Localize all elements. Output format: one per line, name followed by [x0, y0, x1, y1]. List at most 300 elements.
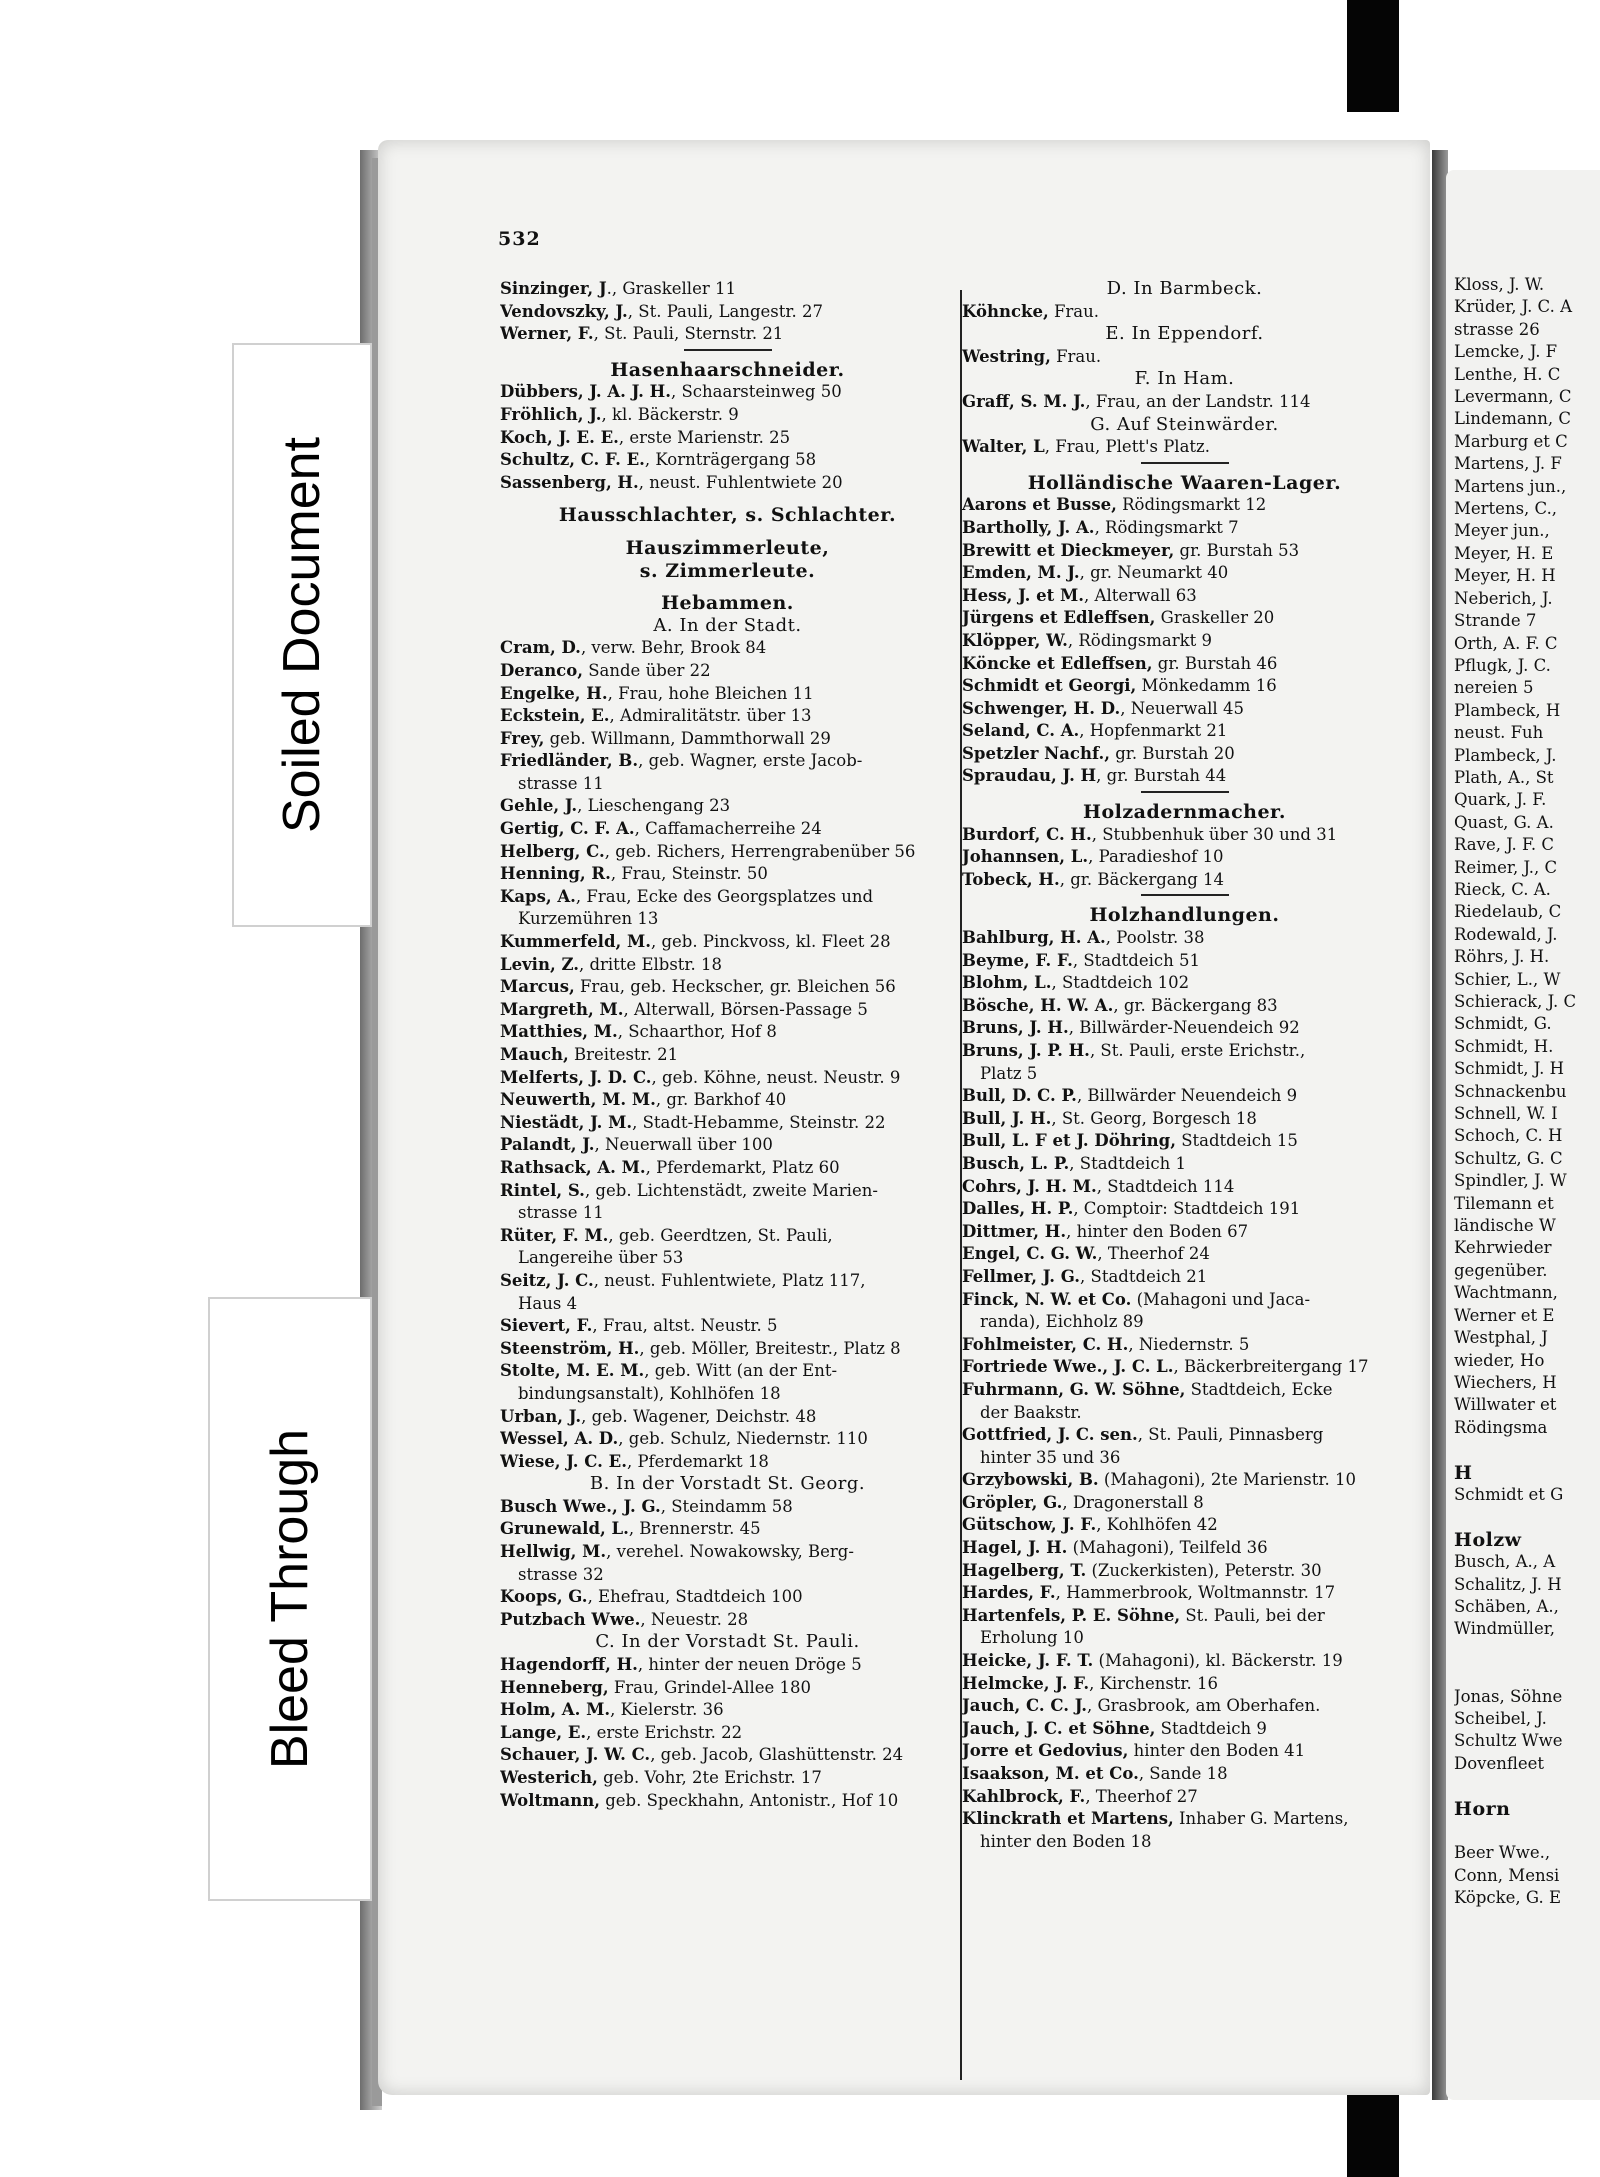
- next-page-line: wieder, Ho: [1454, 1350, 1545, 1370]
- entry-name: Levin, Z.: [500, 954, 579, 974]
- directory-entry: [500, 1021, 955, 1044]
- directory-entry: [962, 653, 1407, 676]
- entry-address: , Frau, altst. Neustr. 5: [592, 1316, 778, 1336]
- directory-entry: [500, 1360, 955, 1383]
- entry-name: Busch, L. P.: [962, 1153, 1070, 1173]
- next-page-line: Strande 7: [1454, 611, 1537, 631]
- entry-address: , Stadtdeich 51: [1072, 950, 1200, 970]
- entry-name: Hagendorff, H.: [500, 1655, 638, 1675]
- section-heading: Holzhandlungen.: [1089, 904, 1280, 927]
- entry-address: , Frau, Steinstr. 50: [610, 864, 768, 884]
- entry-name: Graff, S. M. J.: [962, 391, 1086, 411]
- section-heading: Holzadernmacher.: [1083, 801, 1286, 824]
- entry-address: , Paradieshof 10: [1088, 847, 1224, 867]
- entry-name: Lange, E.: [500, 1722, 587, 1742]
- entry-name: Steenström, H.: [500, 1338, 640, 1358]
- directory-entry: [962, 1695, 1407, 1718]
- bleed-through-label: Bleed Through: [208, 1297, 372, 1901]
- directory-entry: [500, 954, 955, 977]
- directory-entry: [500, 1586, 955, 1609]
- directory-entry: [500, 683, 955, 706]
- directory-entry: [962, 1786, 1407, 1809]
- directory-entry: [500, 278, 955, 301]
- next-page-line: Mertens, C.,: [1454, 499, 1558, 519]
- directory-entry: [962, 1514, 1407, 1537]
- directory-entry: [500, 1134, 955, 1157]
- next-page-line: Meyer jun.,: [1454, 521, 1550, 541]
- directory-entry: [962, 824, 1407, 847]
- next-page-line: Westphal, J: [1454, 1328, 1548, 1348]
- directory-entry: [500, 863, 955, 886]
- entry-address: , Stadtdeich 102: [1051, 973, 1190, 993]
- directory-entry: [962, 1605, 1407, 1628]
- entry-name: Fohlmeister, C. H.: [962, 1334, 1129, 1354]
- entry-name: Spetzler Nachf.,: [962, 743, 1110, 763]
- next-page-line: Plambeck, H: [1454, 700, 1561, 720]
- next-page-line: Schnackenbu: [1454, 1081, 1567, 1101]
- directory-entry: [500, 1044, 955, 1067]
- entry-address: , Schaarsteinweg 50: [671, 382, 842, 402]
- entry-address: , Theerhof 27: [1085, 1786, 1198, 1806]
- subsection-heading: E. In Eppendorf.: [1105, 323, 1264, 345]
- entry-address: , geb. Jacob, Glashüttenstr. 24: [650, 1745, 904, 1765]
- entry-address: (Mahagoni), kl. Bäckerstr. 19: [1093, 1651, 1343, 1671]
- entry-address: , Hopfenmarkt 21: [1079, 721, 1228, 741]
- entry-address: , St. Pauli, erste Erichstr.,: [1089, 1041, 1306, 1060]
- entry-address: , Rödingsmarkt 9: [1067, 630, 1212, 650]
- directory-entry: [962, 1537, 1407, 1560]
- directory-entry: [962, 846, 1407, 869]
- entry-address: gr. Burstah 53: [1174, 540, 1300, 560]
- entry-address: , gr. Neumarkt 40: [1079, 563, 1229, 583]
- directory-entry: [962, 1198, 1407, 1221]
- directory-entry: [962, 675, 1407, 698]
- entry-name: Kahlbrock, F.: [962, 1786, 1086, 1806]
- entry-address: ., Graskeller 11: [606, 279, 736, 298]
- entry-name: Engelke, H.: [500, 683, 608, 703]
- entry-address: , Bäckerbreitergang 17: [1173, 1357, 1369, 1377]
- directory-entry: [962, 927, 1407, 950]
- soiled-document-label: Soiled Document: [232, 343, 372, 927]
- entry-address: , verehel. Nowakowsky, Berg-: [606, 1542, 854, 1562]
- directory-entry: [962, 585, 1407, 608]
- entry-name: Fuhrmann, G. W. Söhne,: [962, 1379, 1186, 1399]
- entry-address: Graskeller 20: [1155, 608, 1275, 628]
- directory-entry: [500, 795, 955, 818]
- entry-name: Mauch,: [500, 1045, 569, 1064]
- entry-address: , geb. Richers, Herrengrabenüber 56: [604, 841, 916, 861]
- entry-name: Busch Wwe., J. G.: [500, 1496, 661, 1516]
- next-page-line: [1454, 1641, 1600, 1663]
- next-page-line: Dovenfleet: [1454, 1753, 1545, 1773]
- entry-name: Klöpper, W.: [962, 630, 1068, 650]
- entry-name: Jürgens et Edleffsen,: [962, 608, 1156, 628]
- next-page-line: [1454, 1439, 1600, 1461]
- next-page-line: Rieck, C. A.: [1454, 879, 1551, 899]
- next-page-line: Köpcke, G. E: [1454, 1888, 1562, 1908]
- entry-name: Stolte, M. E. M.: [500, 1361, 645, 1381]
- entry-address: , dritte Elbstr. 18: [578, 954, 722, 974]
- next-page-line: Schäben, A.,: [1454, 1596, 1559, 1616]
- section-rule: [1141, 462, 1229, 464]
- entry-name: Henneberg,: [500, 1677, 609, 1697]
- next-page-line: neust. Fuh: [1454, 723, 1544, 743]
- entry-name: Dittmer, H.: [962, 1221, 1067, 1241]
- entry-name: Frey,: [500, 728, 545, 748]
- directory-entry: [500, 976, 955, 999]
- next-page-line: Kehrwieder: [1454, 1238, 1552, 1258]
- entry-address: , Schaarthor, Hof 8: [617, 1022, 777, 1042]
- entry-address: , Neuerwall über 100: [594, 1135, 773, 1155]
- next-page-line: Busch, A., A: [1454, 1552, 1556, 1572]
- entry-address: , Alterwall 63: [1084, 585, 1197, 605]
- entry-address: , Lieschengang 23: [577, 796, 731, 816]
- entry-name: Marcus,: [500, 977, 575, 997]
- entry-name: Niestädt, J. M.: [500, 1112, 633, 1132]
- entry-address: , Stubbenhuk über 30 und 31: [1091, 824, 1338, 844]
- entry-name: Helmcke, J. F.: [962, 1673, 1090, 1693]
- directory-entry: [962, 972, 1407, 995]
- section-rule: [684, 349, 772, 351]
- directory-entry: [500, 637, 955, 660]
- directory-entry: [500, 1338, 955, 1361]
- entry-name: Gütschow, J. F.: [962, 1515, 1097, 1535]
- entry-name: Sinzinger, J: [500, 279, 607, 298]
- entry-address: , Dragonerstall 8: [1062, 1492, 1204, 1512]
- entry-address: , Frau, hohe Bleichen 11: [607, 683, 814, 703]
- entry-continuation: Haus 4: [518, 1293, 578, 1313]
- directory-entry: [500, 1067, 955, 1090]
- directory-entry: [962, 562, 1407, 585]
- entry-address: , Comptoir: Stadtdeich 191: [1073, 1199, 1301, 1219]
- next-page-line: Meyer, H. E: [1454, 543, 1554, 563]
- next-page-line: gegenüber.: [1454, 1260, 1548, 1280]
- entry-address: , Frau, Plett's Platz.: [1044, 437, 1210, 457]
- entry-address: (Zuckerkisten), Peterstr. 30: [1086, 1560, 1322, 1580]
- next-page-line: Werner et E: [1454, 1305, 1555, 1325]
- directory-entry: [962, 1266, 1407, 1289]
- next-page-line: [1454, 1506, 1600, 1528]
- entry-continuation: strasse 11: [518, 1203, 604, 1223]
- entry-name: Eckstein, E.: [500, 706, 610, 726]
- entry-address: gr. Burstah 46: [1152, 653, 1278, 673]
- entry-address: Breitestr. 21: [568, 1045, 679, 1064]
- entry-name: Cram, D.: [500, 638, 581, 658]
- next-page-line: Quast, G. A.: [1454, 812, 1554, 832]
- next-page-line: Beer Wwe.,: [1454, 1843, 1551, 1863]
- entry-name: Woltmann,: [500, 1790, 600, 1810]
- directory-entry: [500, 1089, 955, 1112]
- section-heading: s. Zimmerleute.: [639, 559, 816, 582]
- entry-name: Koops, G.: [500, 1587, 588, 1607]
- entry-name: Bösche, H. W. A.: [962, 995, 1114, 1015]
- entry-address: , hinter der neuen Dröge 5: [637, 1655, 862, 1675]
- entry-name: Schultz, C. F. E.: [500, 450, 645, 470]
- directory-entry: [500, 449, 955, 472]
- next-page-line: H: [1454, 1461, 1473, 1484]
- entry-address: , Caffamacherreihe 24: [634, 819, 822, 839]
- next-page-line: Schoch, C. H: [1454, 1126, 1563, 1146]
- directory-entry: [500, 931, 955, 954]
- next-page-line: Wachtmann,: [1454, 1283, 1558, 1303]
- entry-continuation: bindungsanstalt), Kohlhöfen 18: [518, 1383, 781, 1403]
- directory-entry: [962, 1718, 1407, 1741]
- entry-address: , Pferdemarkt, Platz 60: [645, 1157, 840, 1177]
- directory-entry: [962, 1153, 1407, 1176]
- entry-name: Vendovszky, J.: [500, 301, 628, 321]
- entry-name: Bruns, J. H.: [962, 1018, 1069, 1038]
- entry-address: , Stadt-Hebamme, Steinstr. 22: [632, 1112, 886, 1132]
- directory-entry: [962, 1492, 1407, 1515]
- next-page-line: Meyer, H. H: [1454, 566, 1556, 586]
- directory-entry: [500, 301, 955, 324]
- entry-address: Rödingsmarkt 12: [1116, 495, 1267, 515]
- entry-address: , Niedernstr. 5: [1128, 1334, 1250, 1354]
- entry-name: Hagelberg, T.: [962, 1560, 1087, 1580]
- entry-address: , Pferdemarkt 18: [626, 1451, 769, 1471]
- entry-name: Henning, R.: [500, 864, 611, 884]
- directory-entry: [962, 995, 1407, 1018]
- entry-name: Spraudau, J. H: [962, 766, 1097, 786]
- directory-entry: [500, 1744, 955, 1767]
- entry-name: Matthies, M.: [500, 1022, 618, 1042]
- entry-address: , erste Erichstr. 22: [586, 1722, 743, 1742]
- directory-entry: [500, 472, 955, 495]
- section-rule: [1141, 791, 1229, 793]
- entry-continuation: Langereihe über 53: [518, 1248, 684, 1268]
- next-page-line: nereien 5: [1454, 678, 1534, 698]
- entry-address: , geb. Wagener, Deichstr. 48: [581, 1406, 817, 1426]
- directory-entry: [500, 1428, 955, 1451]
- directory-entry: [962, 1085, 1407, 1108]
- entry-address: hinter den Boden 41: [1128, 1741, 1306, 1761]
- subsection-heading: D. In Barmbeck.: [1106, 278, 1263, 299]
- directory-entry: [500, 427, 955, 450]
- entry-name: Rüter, F. M.: [500, 1225, 609, 1245]
- entry-continuation: strasse 11: [518, 773, 604, 793]
- subsection-heading: F. In Ham.: [1134, 368, 1235, 390]
- section-heading: Holländische Waaren-Lager.: [1027, 471, 1342, 494]
- entry-name: Finck, N. W. et Co.: [962, 1289, 1132, 1309]
- next-page-column: [1454, 274, 1600, 1910]
- entry-address: , Sande 18: [1138, 1764, 1228, 1783]
- entry-address: , Steindamm 58: [660, 1496, 793, 1516]
- entry-address: Frau, geb. Heckscher, gr. Bleichen 56: [574, 977, 896, 997]
- entry-name: Klinckrath et Martens,: [962, 1809, 1174, 1829]
- directory-page: [378, 140, 1430, 2095]
- directory-entry: [500, 1180, 955, 1203]
- directory-entry: [500, 660, 955, 683]
- entry-name: Westring,: [962, 346, 1051, 366]
- directory-entry: [962, 743, 1407, 766]
- directory-entry: [500, 1112, 955, 1135]
- entry-address: , geb. Köhne, neust. Neustr. 9: [651, 1067, 901, 1087]
- next-page-line: Reimer, J., C: [1454, 857, 1558, 877]
- entry-name: Helberg, C.: [500, 841, 605, 861]
- next-page-line: Martens, J. F: [1454, 454, 1562, 474]
- directory-entry: [500, 886, 955, 909]
- entry-name: Wessel, A. D.: [500, 1429, 619, 1449]
- directory-entry: [962, 1582, 1407, 1605]
- directory-entry: [962, 494, 1407, 517]
- next-page-line: Tilemann et: [1454, 1193, 1554, 1213]
- entry-address: , gr. Bäckergang 83: [1113, 995, 1278, 1015]
- entry-address: , Kirchenstr. 16: [1089, 1673, 1218, 1693]
- section-rule: [1141, 894, 1229, 896]
- right-column: [962, 278, 1407, 1853]
- entry-address: , verw. Behr, Brook 84: [580, 638, 767, 658]
- entry-address: , Stadtdeich 1: [1069, 1153, 1186, 1173]
- directory-entry: [500, 1451, 955, 1474]
- entry-continuation: Platz 5: [980, 1063, 1038, 1083]
- next-page-line: [1454, 1820, 1600, 1842]
- entry-address: , gr. Burstah 44: [1096, 766, 1227, 786]
- section-heading: Hausschlachter, s. Schlachter.: [558, 504, 897, 527]
- entry-address: (Mahagoni), 2te Marienstr. 10: [1098, 1470, 1356, 1490]
- entry-name: Brewitt et Dieckmeyer,: [962, 540, 1175, 560]
- next-page-line: Windmüller,: [1454, 1619, 1556, 1639]
- entry-name: Schwenger, H. D.: [962, 698, 1121, 718]
- subsection-heading: C. In der Vorstadt St. Pauli.: [595, 1631, 860, 1653]
- entry-name: Gertig, C. F. A.: [500, 819, 635, 839]
- next-page-line: Schmidt, G.: [1454, 1014, 1552, 1034]
- directory-entry: [500, 1518, 955, 1541]
- directory-entry: [962, 1740, 1407, 1763]
- entry-address: Frau.: [1050, 346, 1102, 366]
- entry-address: , erste Marienstr. 25: [618, 427, 791, 447]
- directory-entry: [500, 1722, 955, 1745]
- entry-address: , hinter den Boden 67: [1066, 1221, 1249, 1241]
- entry-name: Bull, J. H.: [962, 1108, 1052, 1128]
- entry-name: Urban, J.: [500, 1406, 582, 1426]
- entry-name: Bahlburg, H. A.: [962, 928, 1106, 948]
- entry-name: Hagel, J. H.: [962, 1538, 1068, 1558]
- black-band-top: [1347, 0, 1399, 112]
- directory-entry: [500, 750, 955, 773]
- entry-name: Bull, L. F et J. Döhring,: [962, 1131, 1176, 1151]
- entry-address: , Stadtdeich 114: [1096, 1176, 1235, 1196]
- entry-address: , St. Pauli, Langestr. 27: [627, 301, 823, 321]
- section-heading: Hauszimmerleute,: [625, 536, 830, 559]
- entry-name: Friedländer, B.: [500, 751, 639, 771]
- directory-entry: [500, 705, 955, 728]
- entry-name: Schauer, J. W. C.: [500, 1745, 651, 1765]
- entry-address: , Admiralitätstr. über 13: [609, 706, 812, 726]
- entry-address: Stadtdeich, Ecke: [1185, 1379, 1333, 1399]
- directory-entry: [962, 630, 1407, 653]
- directory-entry: [962, 765, 1407, 788]
- directory-entry: [962, 950, 1407, 973]
- next-page-line: Schmidt et G: [1454, 1484, 1564, 1504]
- entry-name: Dalles, H. P.: [962, 1199, 1074, 1219]
- next-page-line: Schierack, J. C: [1454, 992, 1577, 1011]
- directory-entry: [500, 1157, 955, 1180]
- entry-address: , Ehefrau, Stadtdeich 100: [587, 1587, 803, 1607]
- next-page-line: Horn: [1454, 1797, 1511, 1820]
- entry-address: , kl. Bäckerstr. 9: [601, 404, 739, 424]
- entry-name: Köhncke,: [962, 301, 1049, 321]
- next-page-line: Röhrs, J. H.: [1454, 947, 1550, 967]
- directory-entry: [500, 1790, 955, 1813]
- entry-address: St. Pauli, bei der: [1180, 1605, 1325, 1625]
- entry-continuation: der Baakstr.: [980, 1402, 1082, 1422]
- entry-name: Blohm, L.: [962, 973, 1052, 993]
- entry-name: Gröpler, G.: [962, 1492, 1063, 1512]
- directory-entry: [962, 698, 1407, 721]
- entry-name: Palandt, J.: [500, 1135, 595, 1155]
- next-page-line: Quark, J. F.: [1454, 790, 1547, 810]
- entry-address: , St. Pauli, Sternstr. 21: [593, 324, 784, 344]
- entry-name: Rintel, S.: [500, 1180, 585, 1200]
- page-number: 532: [498, 228, 541, 250]
- directory-entry: [962, 1040, 1407, 1063]
- next-page-line: Plambeck, J.: [1454, 745, 1557, 765]
- next-page-line: Marburg et C: [1454, 431, 1568, 451]
- directory-entry: [500, 1406, 955, 1429]
- entry-name: Tobeck, H.: [962, 869, 1060, 889]
- next-page-line: Lindemann, C: [1454, 409, 1572, 429]
- directory-entry: [500, 1654, 955, 1677]
- entry-name: Kummerfeld, M.: [500, 932, 651, 952]
- entry-name: Hellwig, M.: [500, 1542, 607, 1562]
- entry-address: geb. Speckhahn, Antonistr., Hof 10: [599, 1790, 899, 1810]
- entry-name: Jauch, C. C. J.: [962, 1696, 1087, 1716]
- directory-entry: [500, 1609, 955, 1632]
- entry-name: Dübbers, J. A. J. H.: [500, 382, 672, 402]
- entry-name: Hardes, F.: [962, 1583, 1056, 1603]
- directory-entry: [962, 1243, 1407, 1266]
- entry-name: Emden, M. J.: [962, 563, 1080, 583]
- next-page-line: Riedelaub, C: [1454, 902, 1562, 922]
- next-page-line: Rödingsma: [1454, 1417, 1548, 1437]
- entry-continuation: Kurzemühren 13: [518, 909, 659, 929]
- next-page-line: Schultz Wwe: [1454, 1731, 1563, 1751]
- entry-name: Holm, A. M.: [500, 1700, 611, 1720]
- directory-entry: [962, 1356, 1407, 1379]
- entry-name: Grzybowski, B.: [962, 1470, 1099, 1490]
- entry-name: Jauch, J. C. et Söhne,: [962, 1718, 1156, 1738]
- next-page-line: Schnell, W. I: [1454, 1104, 1558, 1124]
- next-page-line: Neberich, J.: [1454, 588, 1553, 608]
- directory-entry: [500, 1496, 955, 1519]
- entry-name: Gottfried, J. C. sen.: [962, 1425, 1138, 1445]
- next-page-fragment: [1446, 170, 1600, 2100]
- entry-address: , St. Pauli, Pinnasberg: [1137, 1425, 1324, 1445]
- next-page-line: Rave, J. F. C: [1454, 835, 1555, 855]
- entry-address: Frau.: [1048, 301, 1099, 321]
- directory-entry: [500, 1677, 955, 1700]
- spacer: [500, 527, 955, 537]
- entry-name: Schmidt et Georgi,: [962, 676, 1137, 696]
- directory-entry: [500, 999, 955, 1022]
- entry-name: Johannsen, L.: [962, 847, 1089, 867]
- next-page-line: Orth, A. F. C: [1454, 633, 1558, 653]
- directory-entry: [962, 607, 1407, 630]
- entry-name: Seland, C. A.: [962, 721, 1080, 741]
- next-page-line: Willwater et: [1454, 1395, 1557, 1415]
- entry-address: , Frau, Ecke des Georgsplatzes und: [575, 886, 874, 906]
- entry-name: Rathsack, A. M.: [500, 1157, 646, 1177]
- entry-address: , Kornträgergang 58: [644, 450, 817, 470]
- directory-entry: [500, 1699, 955, 1722]
- directory-entry: [500, 1270, 955, 1293]
- entry-name: Cohrs, J. H. M.: [962, 1176, 1097, 1196]
- entry-name: Bruns, J. P. H.: [962, 1041, 1090, 1060]
- entry-address: , Rödingsmarkt 7: [1094, 517, 1239, 537]
- entry-continuation: Erholung 10: [980, 1628, 1084, 1648]
- directory-entry: [500, 841, 955, 864]
- directory-entry: [962, 1176, 1407, 1199]
